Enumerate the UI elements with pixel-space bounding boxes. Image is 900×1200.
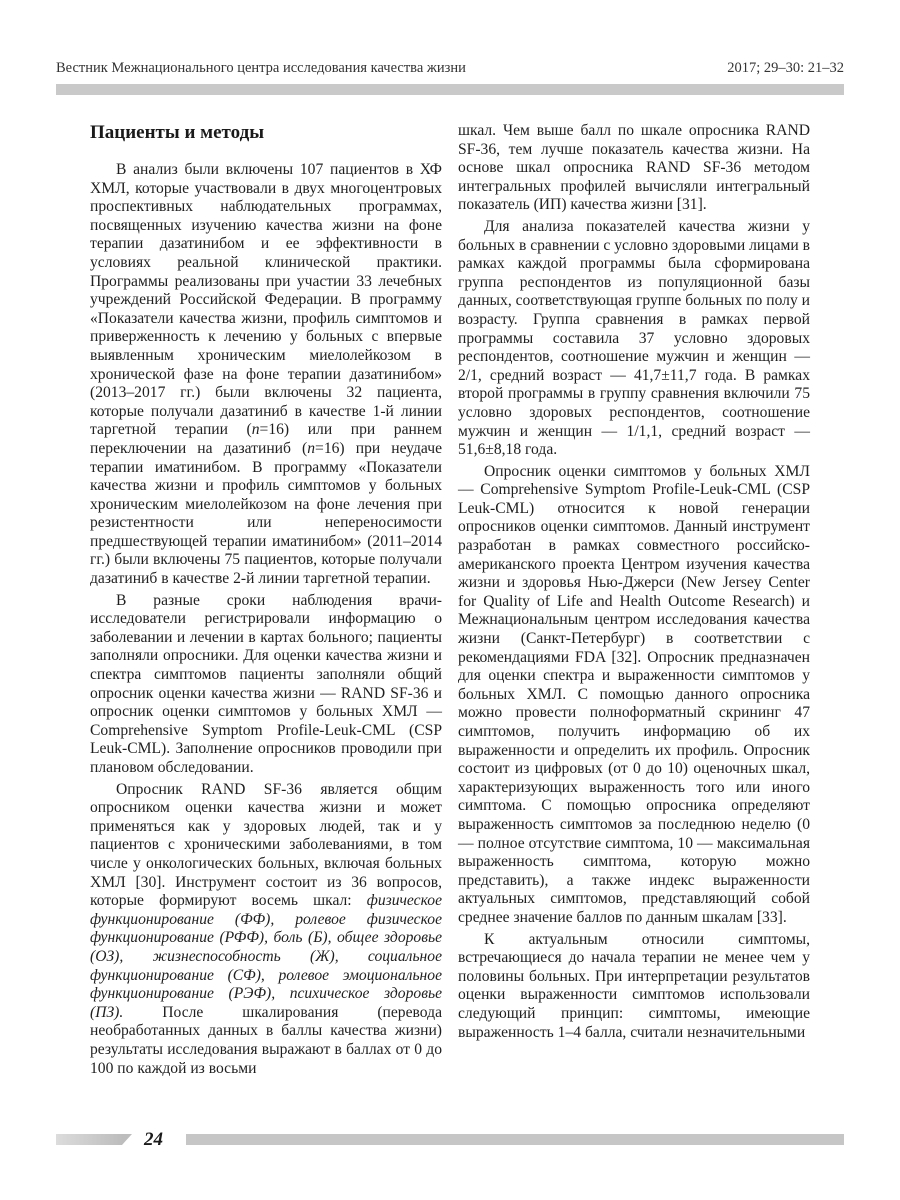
page-number: 24 <box>144 1129 163 1150</box>
paragraph-continuation: шкал. Чем выше балл по шкале опросника RAND SF-36, тем лучше показатель качества жизни. На основе шкал опросника RAND SF-36 методом интегральных профилей вычисляли интегральный показатель (ИП) качества жизни [31]. <box>458 122 810 214</box>
issue-info: 2017; 29–30: 21–32 <box>727 60 844 76</box>
section-title: Пациенты и методы <box>90 122 265 143</box>
italic-n: n <box>251 421 260 439</box>
text-run: =16) или при раннем переключении на дазатиниб ( <box>90 421 442 457</box>
running-head <box>56 60 844 82</box>
text-run: Опросник RAND SF-36 является общим опросником оценки качества жизни и может применяться как у здоровых людей, так и у пациентов с хроническими заболеваниями, в том числе у онкологических больных, включая больных ХМЛ [30]. Инструмент состоит из 36 вопросов, которые формируют восемь шкал: <box>90 780 442 910</box>
paragraph-comparison-group: Для анализа показателей качества жизни у больных в сравнении с условно здоровыми лицами в рамках каждой программы была сформирована группа респондентов из популяционной базы данных, соответствующая группе больных по полу и возрасту. Группа сравнения в рамках первой программы составила 37 условно здоровых респондентов, соотношение мужчин и женщин — 2/1, средний возраст — 41,7±11,7 года. В рамках второй программы в группу сравнения включили 75 условно здоровых респондентов, соотношение мужчин и женщин — 1/1,1, средний возраст — 51,6±8,18 года. <box>458 217 810 459</box>
footer-bar-right <box>186 1134 844 1145</box>
text-run: После шкалирования (перевода необработанных данных в баллы качества жизни) результаты исследования выражают в баллах от 0 до 100 по каждой из восьми <box>90 1003 442 1077</box>
text-run: В анализ были включены 107 пациентов в ХФ ХМЛ, которые участвовали в двух многоцентровых проспективных наблюдательных программах, посвященных изучению качества жизни на фоне терапии дазатинибом и ее эффективности в условиях реальной клинической практики. Программы реализованы при участии 33 лечебных учреждений Российской Федерации. В программу «Показатели качества жизни, профиль симптомов и приверженность к лечению у больных с впервые выявленным хроническим миелолейкозом в хронической фазе на фоне терапии дазатинибом» (2013–2017 гг.) были включены 32 пациента, которые получали дазатиниб в качестве 1-й линии таргетной терапии ( <box>90 161 442 439</box>
header-divider <box>56 84 844 95</box>
text-run: =16) при неудаче терапии иматинибом. В программу «Показатели качества жизни и профиль симптомов у больных хроническим миелолейкозом на фоне лечения при резистентности или непереносимости предшествующей терапии иматинибом» (2011–2014 гг.) были включены 75 пациентов, которые получали дазатиниб в качестве 2-й линии таргетной терапии. <box>90 439 442 588</box>
paragraph-data-collection: В разные сроки наблюдения врачи-исследователи регистрировали информацию о заболевании и лечении в картах больного; пациенты заполняли опросники. Для оценки качества жизни и спектра симптомов пациенты заполняли общий опросник оценки качества жизни — RAND SF-36 и опросник оценки симптомов у больных ХМЛ — Comprehensive Symptom Profile-Leuk-CML (CSP Leuk-CML). Заполнение опросников проводили при плановом обследовании. <box>90 591 442 776</box>
left-column <box>90 118 442 1078</box>
paragraph-csp-leuk-cml: Опросник оценки симптомов у больных ХМЛ — Comprehensive Symptom Profile-Leuk-CML (CSP Leuk-CML) относится к новой генерации опросников оценки симптомов. Данный инструмент разработан в рамках совместного российско-американского проекта Центром изучения качества жизни и здоровья Нью-Джерси (New Jersey Center for Quality of Life and Health Outcome Research) и Межнациональным центром исследования качества жизни (Санкт-Петербург) в соответствии с рекомендациями FDA [32]. Опросник предназначен для оценки спектра и выраженности симптомов у больных ХМЛ. С помощью данного опросника можно провести полноформатный скрининг 47 симптомов, получить информацию об их выраженности и определить их профиль. Опросник состоит из цифровых (от 0 до 10) оценочных шкал, характеризующих выраженность того или иного симптома. С помощью опросника определяют выраженность симптомов за последнюю неделю (0 — полное отсутствие симптома, 10 — максимальная выраженность симптома, которую можно представить), а также индекс выраженности актуальных симптомов, представляющий собой среднее значение баллов по данным шкалам [33]. <box>458 462 810 926</box>
right-column <box>458 122 810 1042</box>
paragraph-rand-sf36 <box>90 781 442 1079</box>
footer-bar-left <box>56 1134 122 1145</box>
paragraph-patients <box>90 161 442 589</box>
page-footer <box>56 1129 844 1150</box>
scale-list: физическое функционирование (ФФ), ролевое физическое функционирование (РФФ), боль (Б), общее здоровье (ОЗ), жизнеспособность (Ж), социальное функционирование (СФ), ролевое эмоциональное функционирование (РЭФ), психическое здоровье (ПЗ). <box>90 892 442 1021</box>
paragraph-actual-symptoms: К актуальным относили симптомы, встречающиеся до начала терапии не менее чем у половины больных. При интерпретации результатов оценки выраженности симптомов использовали следующий принцип: симптомы, имеющие выраженность 1–4 балла, считали незначительными <box>458 930 810 1041</box>
journal-title: Вестник Межнационального центра исследования качества жизни <box>56 60 466 76</box>
italic-n: n <box>307 439 316 457</box>
